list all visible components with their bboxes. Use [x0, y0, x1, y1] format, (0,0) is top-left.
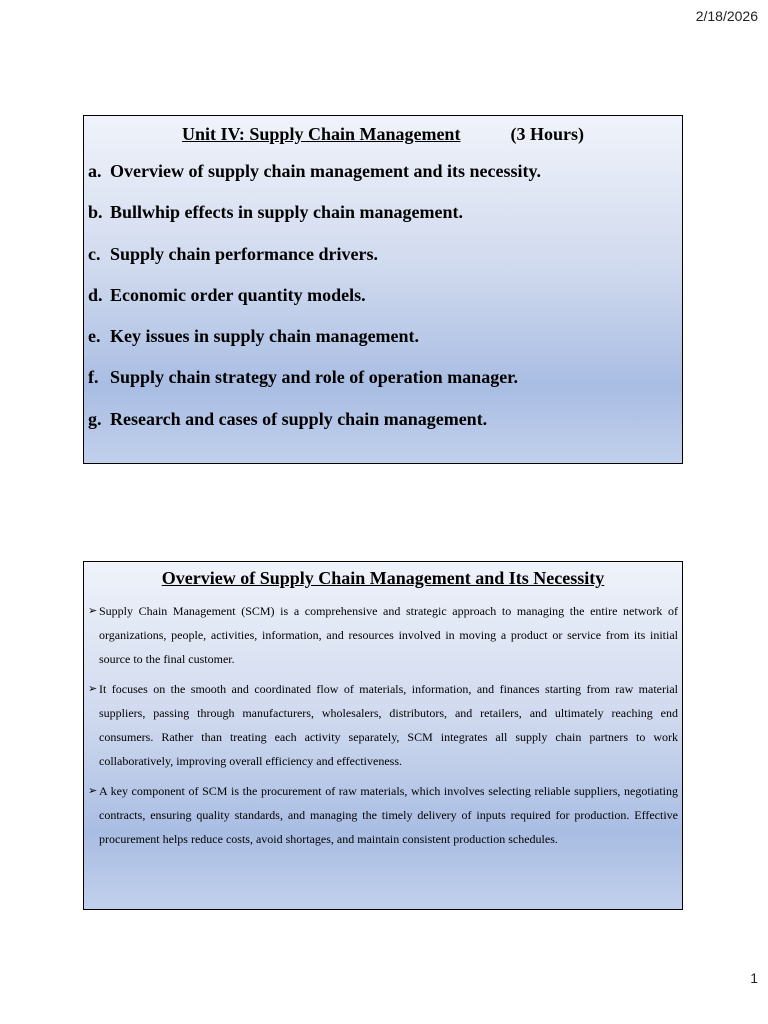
- slide-title: Overview of Supply Chain Management and Its Necessity: [161, 568, 605, 588]
- arrow-bullet-icon: ➢: [88, 605, 98, 617]
- list-item: [88, 285, 676, 326]
- list-item-text: Supply chain strategy and role of operation manager.: [110, 367, 519, 388]
- list-item: [88, 244, 676, 285]
- list-item-text: Economic order quantity models.: [110, 284, 366, 305]
- bullet-text: A key component of SCM is the procurement of raw materials, which involves selecting reliable suppliers, negotiating contracts, ensuring quality standards, and managing the timely delivery of inputs required for production. Effective procurement helps reduce costs, avoid shortages, and maintain consistent production schedules.: [99, 784, 678, 846]
- page-number: 1: [750, 970, 758, 986]
- list-item-text: Supply chain performance drivers.: [110, 243, 378, 264]
- list-item: [88, 326, 676, 367]
- slide-title-text: Unit IV: Supply Chain Management: [182, 124, 461, 144]
- list-item-letter: c.: [88, 243, 101, 264]
- bullet-text: It focuses on the smooth and coordinated flow of materials, information, and finances starting from raw material suppliers, passing through manufacturers, wholesalers, distributors, and retailers, and ultimately reaching end consumers. Rather than treating each activity separately, SCM integrates all supply chain partners to work collaboratively, improving overall efficiency and effectiveness.: [99, 682, 678, 768]
- bullet-text: Supply Chain Management (SCM) is a comprehensive and strategic approach to managing the entire network of organizations, people, activities, information, and resources involved in moving a product or service from its initial source to the final customer.: [99, 604, 678, 666]
- topic-list: [88, 161, 676, 450]
- list-item: [88, 202, 676, 243]
- slide-title: [84, 124, 682, 145]
- list-item-text: Overview of supply chain management and its necessity.: [110, 161, 542, 181]
- arrow-bullet-icon: ➢: [88, 683, 98, 695]
- list-item: [88, 367, 676, 408]
- list-item-letter: d.: [88, 284, 103, 305]
- list-item: [88, 409, 676, 450]
- page-date: 2/18/2026: [695, 8, 758, 24]
- list-item-letter: e.: [88, 326, 101, 347]
- bullet-paragraph: [88, 677, 678, 773]
- list-item-letter: a.: [88, 161, 102, 181]
- arrow-bullet-icon: ➢: [88, 785, 98, 797]
- list-item-text: Key issues in supply chain management.: [110, 326, 420, 347]
- list-item-letter: b.: [88, 202, 103, 223]
- list-item-letter: g.: [88, 408, 102, 429]
- bullet-paragraph: [88, 599, 678, 671]
- list-item: [88, 161, 676, 202]
- bullet-list: [88, 599, 678, 857]
- slide-overview-scm: [83, 561, 683, 910]
- list-item-letter: f.: [88, 367, 99, 388]
- list-item-text: Bullwhip effects in supply chain management.: [110, 202, 464, 223]
- bullet-paragraph: [88, 779, 678, 851]
- list-item-text: Research and cases of supply chain management.: [110, 408, 488, 429]
- slide-unit-iv: [83, 115, 683, 464]
- slide-title-hours: (3 Hours): [510, 124, 584, 144]
